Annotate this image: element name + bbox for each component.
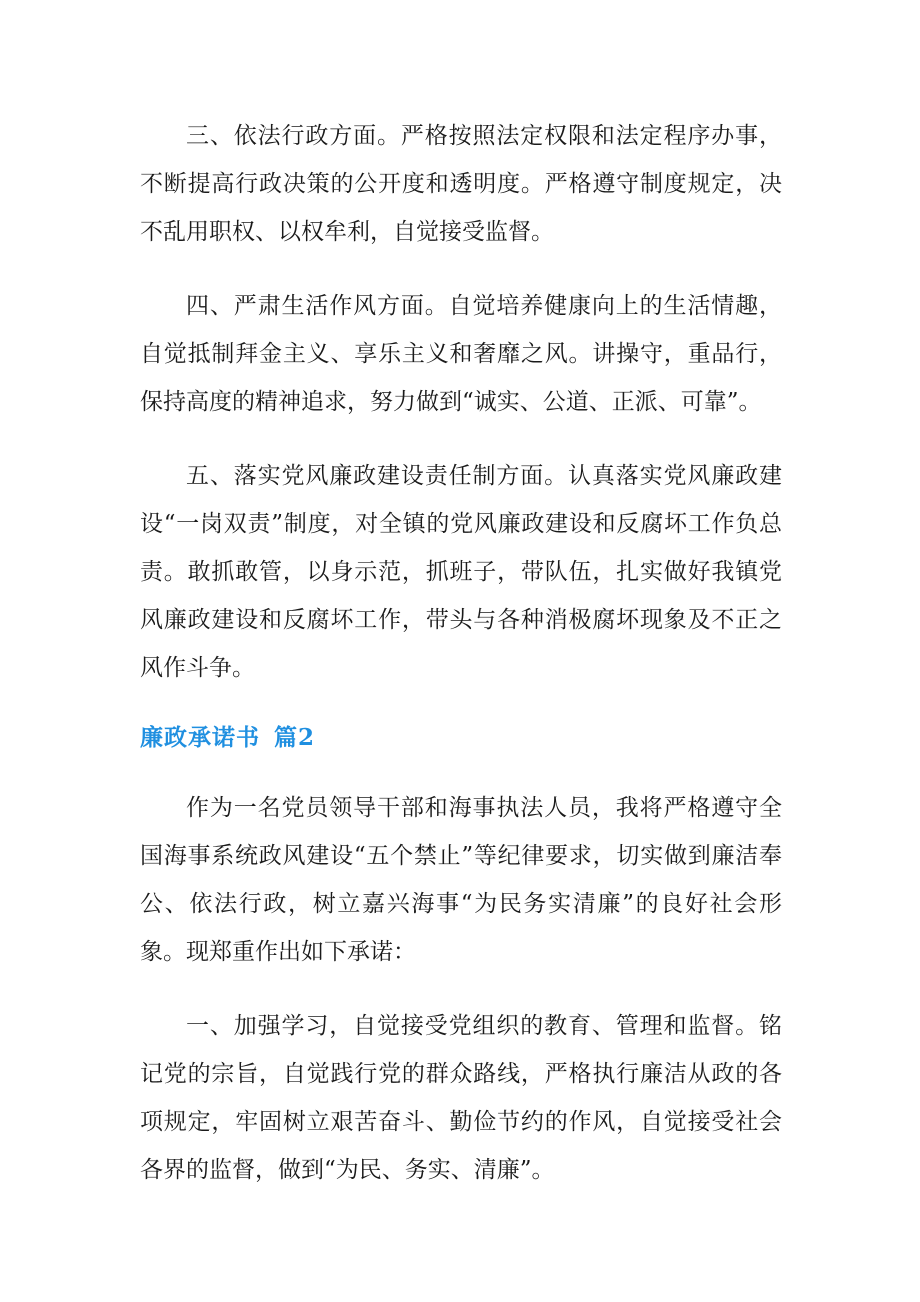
heading-title: 廉政承诺书 bbox=[140, 724, 260, 751]
section-heading bbox=[140, 714, 782, 762]
paragraph-lifestyle: 四、严肃生活作风方面。自觉培养健康向上的生活情趣，自觉抵制拜金主义、享乐主义和奢靡之风。讲操守，重品行，保持高度的精神追求，努力做到“诚实、公道、正派、可靠”。 bbox=[140, 293, 782, 415]
paragraph-lawful-administration: 三、依法行政方面。严格按照法定权限和法定程序办事，不断提高行政决策的公开度和透明度。严格遵守制度规定，决不乱用职权、以权牟利，自觉接受监督。 bbox=[140, 123, 782, 245]
paragraph-study: 一、加强学习，自觉接受党组织的教育、管理和监督。铭记党的宗旨，自觉践行党的群众路线，严格执行廉洁从政的各项规定，牢固树立艰苦奋斗、勤俭节约的作风，自觉接受社会各界的监督，做到“为民、务实、清廉”。 bbox=[140, 1013, 782, 1183]
document-body bbox=[140, 112, 782, 1194]
paragraph-responsibility-system: 五、落实党风廉政建设责任制方面。认真落实党风廉政建设“一岗双责”制度，对全镇的党风廉政建设和反腐坏工作负总责。敢抓敢管，以身示范，抓班子，带队伍，扎实做好我镇党风廉政建设和反腐坏工作，带头与各种消极腐坏现象及不正之风作斗争。 bbox=[140, 463, 782, 681]
paragraph-intro: 作为一名党员领导干部和海事执法人员，我将严格遵守全国海事系统政风建设“五个禁止”等纪律要求，切实做到廉洁奉公、依法行政，树立嘉兴海事“为民务实清廉”的良好社会形象。现郑重作出如下承诺： bbox=[140, 795, 782, 965]
heading-part: 篇2 bbox=[274, 724, 316, 751]
